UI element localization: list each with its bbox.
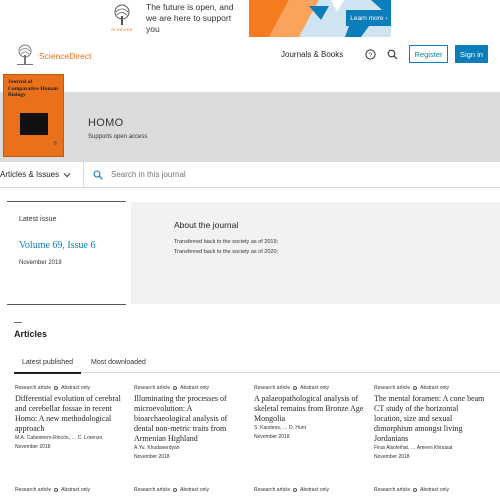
article-access: Abstract only <box>420 487 450 493</box>
article-type: Research article <box>254 385 291 391</box>
about-line: Transferred back to the society as of 2019; <box>174 239 279 245</box>
article-card[interactable] <box>374 384 486 460</box>
article-type: Research article <box>254 487 291 493</box>
article-access: Abstract only <box>180 487 210 493</box>
article-access: Abstract only <box>61 385 91 391</box>
article-title-link[interactable]: Differential evolution of cerebral and cerebellar fossae in recent Homo: A new methodological approach <box>15 394 121 433</box>
open-circle-icon <box>54 488 58 492</box>
about-journal-title: About the journal <box>174 220 239 230</box>
article-date: November 2018 <box>374 454 410 460</box>
journal-title: HOMO <box>88 117 124 129</box>
article-type: Research article <box>134 487 171 493</box>
latest-issue-link[interactable]: Volume 69, Issue 6 <box>19 240 96 251</box>
journals-books-link[interactable]: Journals & Books <box>281 50 344 59</box>
open-access-label: Supports open access <box>88 134 148 140</box>
article-title-link[interactable]: The mental foramen: A cone beam CT study of the horizontal location, size and sexual dimorphism amongst living Jordanians <box>374 394 485 443</box>
articles-issues-label: Articles & Issues <box>0 170 60 179</box>
article-date: November 2018 <box>254 434 290 440</box>
signin-button[interactable]: Sign in <box>455 45 488 63</box>
article-meta <box>134 486 246 494</box>
journal-nav <box>0 162 500 188</box>
cover-title: Journal of Comparative Human Biology <box>8 79 58 98</box>
article-meta <box>374 384 486 392</box>
nav-divider <box>83 162 84 188</box>
article-access: Abstract only <box>61 487 91 493</box>
open-circle-icon <box>413 386 417 390</box>
open-circle-icon <box>173 386 177 390</box>
learn-more-label: Learn more <box>350 14 384 22</box>
elsevier-tree-icon <box>111 4 133 26</box>
article-meta <box>254 384 366 392</box>
cover-issue-number: 6 <box>54 141 57 147</box>
article-title-link[interactable]: Illuminating the processes of microevolution: A bioarchaeological analysis of dental non-metric traits from Armenian Highland <box>134 394 228 443</box>
latest-issue-box <box>7 201 126 305</box>
journal-cover-image[interactable] <box>3 74 64 157</box>
elsevier-logo <box>109 4 135 34</box>
ad-banner[interactable] <box>107 0 391 37</box>
article-authors: M.A. Cabestrero-Rincón, … C. Lorenzo <box>15 435 103 441</box>
article-card[interactable] <box>134 384 246 460</box>
site-header <box>0 40 500 70</box>
article-authors: A.Yu. Khudaverdyan <box>134 445 180 451</box>
article-card[interactable] <box>15 486 127 500</box>
ad-text: The future is open, and we are here to support you <box>146 2 234 34</box>
cover-skull-image <box>20 113 48 135</box>
latest-issue-label: Latest issue <box>19 216 57 223</box>
chevron-down-icon <box>63 172 71 178</box>
section-divider <box>14 322 22 323</box>
learn-more-button[interactable] <box>346 10 391 26</box>
chevron-right-icon: › <box>385 14 388 22</box>
article-type: Research article <box>374 385 411 391</box>
article-type: Research article <box>15 487 52 493</box>
open-circle-icon <box>293 488 297 492</box>
article-meta <box>15 486 127 494</box>
articles-heading: Articles <box>14 329 48 339</box>
article-card[interactable] <box>254 384 366 440</box>
article-type: Research article <box>374 487 411 493</box>
help-circle-icon[interactable] <box>365 49 376 60</box>
about-journal-box <box>131 202 500 304</box>
article-access: Abstract only <box>300 385 330 391</box>
article-meta <box>134 384 246 392</box>
article-meta <box>374 486 486 494</box>
article-meta <box>15 384 127 392</box>
article-type: Research article <box>134 385 171 391</box>
sciencedirect-logo-icon[interactable] <box>14 44 36 66</box>
article-title-link[interactable]: A palaeopathological analysis of skeletal remains from Bronze Age Mongolia <box>254 394 364 423</box>
article-card[interactable] <box>15 384 127 450</box>
article-access: Abstract only <box>180 385 210 391</box>
article-card[interactable] <box>254 486 366 500</box>
search-icon[interactable] <box>387 49 398 60</box>
search-icon[interactable] <box>93 170 103 180</box>
tab-latest-published[interactable]: Latest published <box>22 359 73 366</box>
sciencedirect-brand[interactable]: ScienceDirect <box>39 51 92 61</box>
tab-most-downloaded[interactable]: Most downloaded <box>91 359 146 366</box>
svg-text:?: ? <box>368 52 373 59</box>
elsevier-wordmark: ELSEVIER <box>111 26 133 32</box>
article-meta <box>254 486 366 494</box>
article-type: Research article <box>15 385 52 391</box>
articles-issues-menu[interactable] <box>0 170 71 179</box>
article-access: Abstract only <box>420 385 450 391</box>
open-circle-icon <box>293 386 297 390</box>
article-card[interactable] <box>374 486 486 500</box>
open-circle-icon <box>173 488 177 492</box>
register-button[interactable]: Register <box>409 45 448 63</box>
latest-issue-date: November 2018 <box>19 260 62 266</box>
articles-tabs <box>14 355 500 373</box>
journal-banner <box>0 92 500 162</box>
journal-search-input[interactable] <box>111 170 311 179</box>
article-date: November 2018 <box>15 444 51 450</box>
ad-graphic <box>249 0 391 37</box>
article-card[interactable] <box>134 486 246 500</box>
article-authors: Firas Alsoleihat, … Ameen Khraisat <box>374 445 453 451</box>
article-authors: S. Karstens, … D. Hunt <box>254 425 306 431</box>
open-circle-icon <box>413 488 417 492</box>
article-date: November 2018 <box>134 454 170 460</box>
open-circle-icon <box>54 386 58 390</box>
article-access: Abstract only <box>300 487 330 493</box>
about-line: Transferred back to the society as of 2020; <box>174 249 279 255</box>
